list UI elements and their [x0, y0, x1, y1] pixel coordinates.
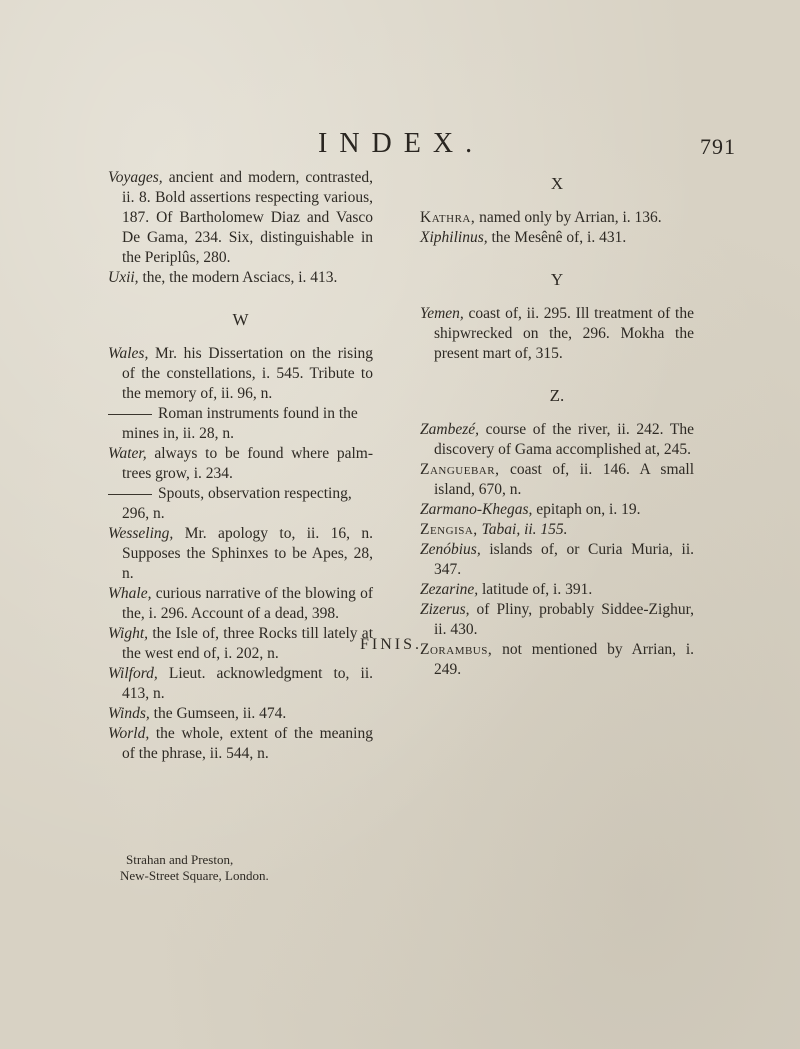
index-entry [420, 460, 694, 500]
letter-heading-z: Z. [549, 386, 565, 405]
entry-headword: Yemen, [420, 305, 464, 322]
entry-text: coast of, ii. 146. A small island, 670, n. [434, 461, 694, 498]
index-entry [420, 208, 694, 228]
left-column [108, 168, 373, 764]
entry-text: islands of, or Curia Muria, ii. 347. [434, 541, 694, 578]
entry-headword: Wales, [108, 345, 149, 362]
entry-text: of Pliny, probably Siddee-Zighur, ii. 430. [434, 601, 694, 638]
entry-text: Tabai, ii. 155. [477, 521, 568, 538]
entry-text: the whole, extent of the meaning of the phrase, ii. 544, n. [122, 725, 373, 762]
entry-headword: Wilford, [108, 665, 158, 682]
entry-headword: Zanguebar, [420, 461, 500, 478]
index-entry [420, 500, 694, 520]
index-entry [420, 520, 694, 540]
entry-text: Mr. apology to, ii. 16, n. Supposes the Sphinxes to be Apes, 28, n. [122, 525, 373, 582]
entry-headword: Water, [108, 445, 147, 462]
index-entry [420, 228, 694, 248]
index-entry [420, 580, 694, 600]
index-entry [420, 640, 694, 680]
entry-headword: Zezarine, [420, 581, 479, 598]
entry-text: the Gumseen, ii. 474. [149, 705, 287, 722]
ditto-dash [108, 414, 152, 415]
index-entry [108, 344, 373, 404]
entry-headword: Zengisa, [420, 521, 478, 538]
index-entry [420, 304, 694, 364]
imprint-printers: Strahan and Preston, [126, 852, 234, 867]
letter-heading-y: Y [550, 270, 564, 289]
index-entry [108, 168, 373, 268]
entry-text: Spouts, observation respecting, 296, n. [122, 485, 352, 522]
index-subentry [108, 484, 373, 524]
right-column [420, 168, 694, 680]
entry-text: curious narrative of the blowing of the, i. 296. Account of a dead, 398. [122, 585, 373, 622]
entry-text: the Mesênê of, i. 431. [487, 229, 627, 246]
entry-text: ancient and modern, contrasted, ii. 8. Bold assertions respecting various, 187. Of Bartholomew Diaz and Vasco De Gama, 234. Six, distinguishable in the Periplûs, 280. [122, 169, 373, 266]
entry-text: Roman instruments found in the mines in, ii. 28, n. [122, 405, 358, 442]
index-entry [420, 600, 694, 640]
entry-headword: World, [108, 725, 150, 742]
imprint-address: New-Street Square, London. [120, 868, 269, 883]
entry-text: Mr. his Dissertation on the rising of the constellations, i. 545. Tribute to the memory of, ii. 96, n. [122, 345, 373, 402]
index-entry [108, 444, 373, 484]
entry-headword: Zarmano-Khegas, [420, 501, 533, 518]
entry-headword: Winds, [108, 705, 150, 722]
printer-imprint [120, 852, 269, 884]
entry-text: latitude of, i. 391. [478, 581, 593, 598]
running-head [0, 128, 800, 168]
index-entry [108, 724, 373, 764]
index-entry [108, 268, 373, 288]
entry-text: always to be found where palm-trees grow, i. 234. [122, 445, 373, 482]
entry-text: course of the river, ii. 242. The discovery of Gama accomplished at, 245. [434, 421, 694, 458]
entry-headword: Xiphilinus, [420, 229, 488, 246]
entry-text: named only by Arrian, i. 136. [475, 209, 662, 226]
entry-headword: Zenóbius, [420, 541, 481, 558]
entry-headword: Zorambus, [420, 641, 493, 658]
page-number: 791 [700, 134, 736, 159]
index-entry [108, 624, 373, 664]
entry-headword: Kathra, [420, 209, 476, 226]
entry-text: the, the modern Asciacs, i. 413. [138, 269, 338, 286]
index-entry [108, 524, 373, 584]
entry-headword: Uxii, [108, 269, 139, 286]
page-title: INDEX. [318, 128, 485, 159]
entry-headword: Whale, [108, 585, 152, 602]
ditto-dash [108, 494, 152, 495]
index-entry [108, 704, 373, 724]
index-entry [420, 420, 694, 460]
entry-headword: Wight, [108, 625, 149, 642]
index-entry [420, 540, 694, 580]
entry-text: not mentioned by Arrian, i. 249. [434, 641, 694, 678]
entry-headword: Wesseling, [108, 525, 174, 542]
entry-text: epitaph on, i. 19. [532, 501, 641, 518]
entry-headword: Zambezé, [420, 421, 479, 438]
entry-headword: Zizerus, [420, 601, 470, 618]
entry-text: the Isle of, three Rocks till lately at the west end of, i. 202, n. [122, 625, 373, 662]
entry-text: coast of, ii. 295. Ill treatment of the shipwrecked on the, 296. Mokha the present mart of, 315. [434, 305, 694, 362]
letter-heading-x: X [550, 174, 564, 193]
entry-text: Lieut. acknowledgment to, ii. 413, n. [122, 665, 373, 702]
index-entry [108, 584, 373, 624]
letter-heading-w: W [232, 310, 249, 329]
index-subentry [108, 404, 373, 444]
entry-headword: Voyages, [108, 169, 163, 186]
finis-mark: FINIS. [360, 636, 423, 653]
index-entry [108, 664, 373, 704]
